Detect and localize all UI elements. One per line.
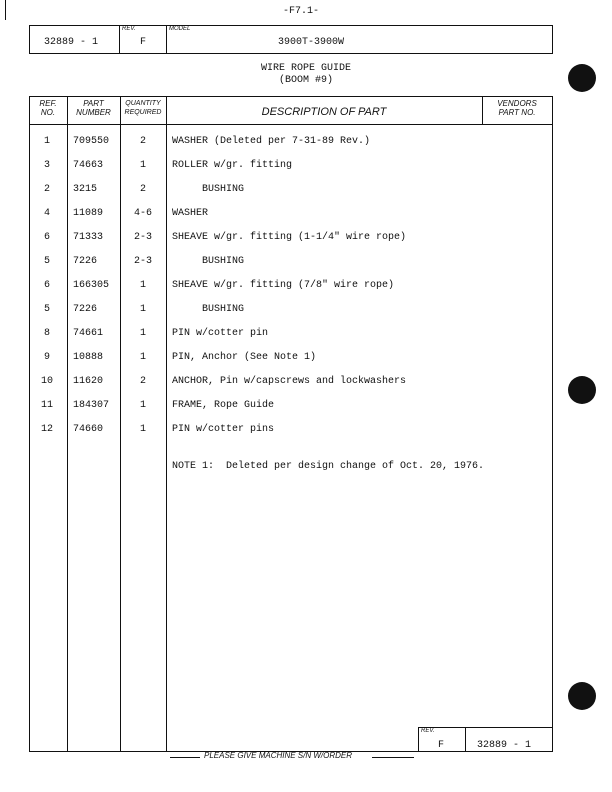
footer-notice: PLEASE GIVE MACHINE S/N W/ORDER (204, 751, 353, 760)
col-header-vendors: VENDORS PART NO. (497, 99, 537, 117)
col-header-qty: QUANTITY REQUIRED (124, 100, 162, 116)
punch-hole (568, 682, 596, 710)
title-line-2: (BOOM #9) (278, 75, 333, 86)
col-header-part: PART NUMBER (76, 99, 111, 117)
note-1: NOTE 1: Deleted per design change of Oct. 20, 1976. (172, 461, 485, 472)
header-model-label: MODEL (169, 26, 191, 32)
header-rev-label: REV. (122, 26, 136, 32)
punch-hole (568, 376, 596, 404)
header-doc-number: 32889 - 1 (44, 37, 99, 48)
col-header-ref: REF. NO. (39, 99, 57, 117)
title-line-1: WIRE ROPE GUIDE (260, 63, 351, 74)
footer-doc-number: 32889 - 1 (477, 740, 532, 751)
footer-rev-value: F (438, 740, 445, 751)
header-rev-value: F (140, 37, 147, 48)
page-number: -F7.1- (283, 6, 320, 17)
scan-mark (5, 0, 6, 20)
header-model-value: 3900T-3900W (278, 37, 345, 48)
punch-hole (568, 64, 596, 92)
footer-rev-label: REV. (421, 728, 435, 734)
col-header-description: DESCRIPTION OF PART (261, 106, 387, 118)
